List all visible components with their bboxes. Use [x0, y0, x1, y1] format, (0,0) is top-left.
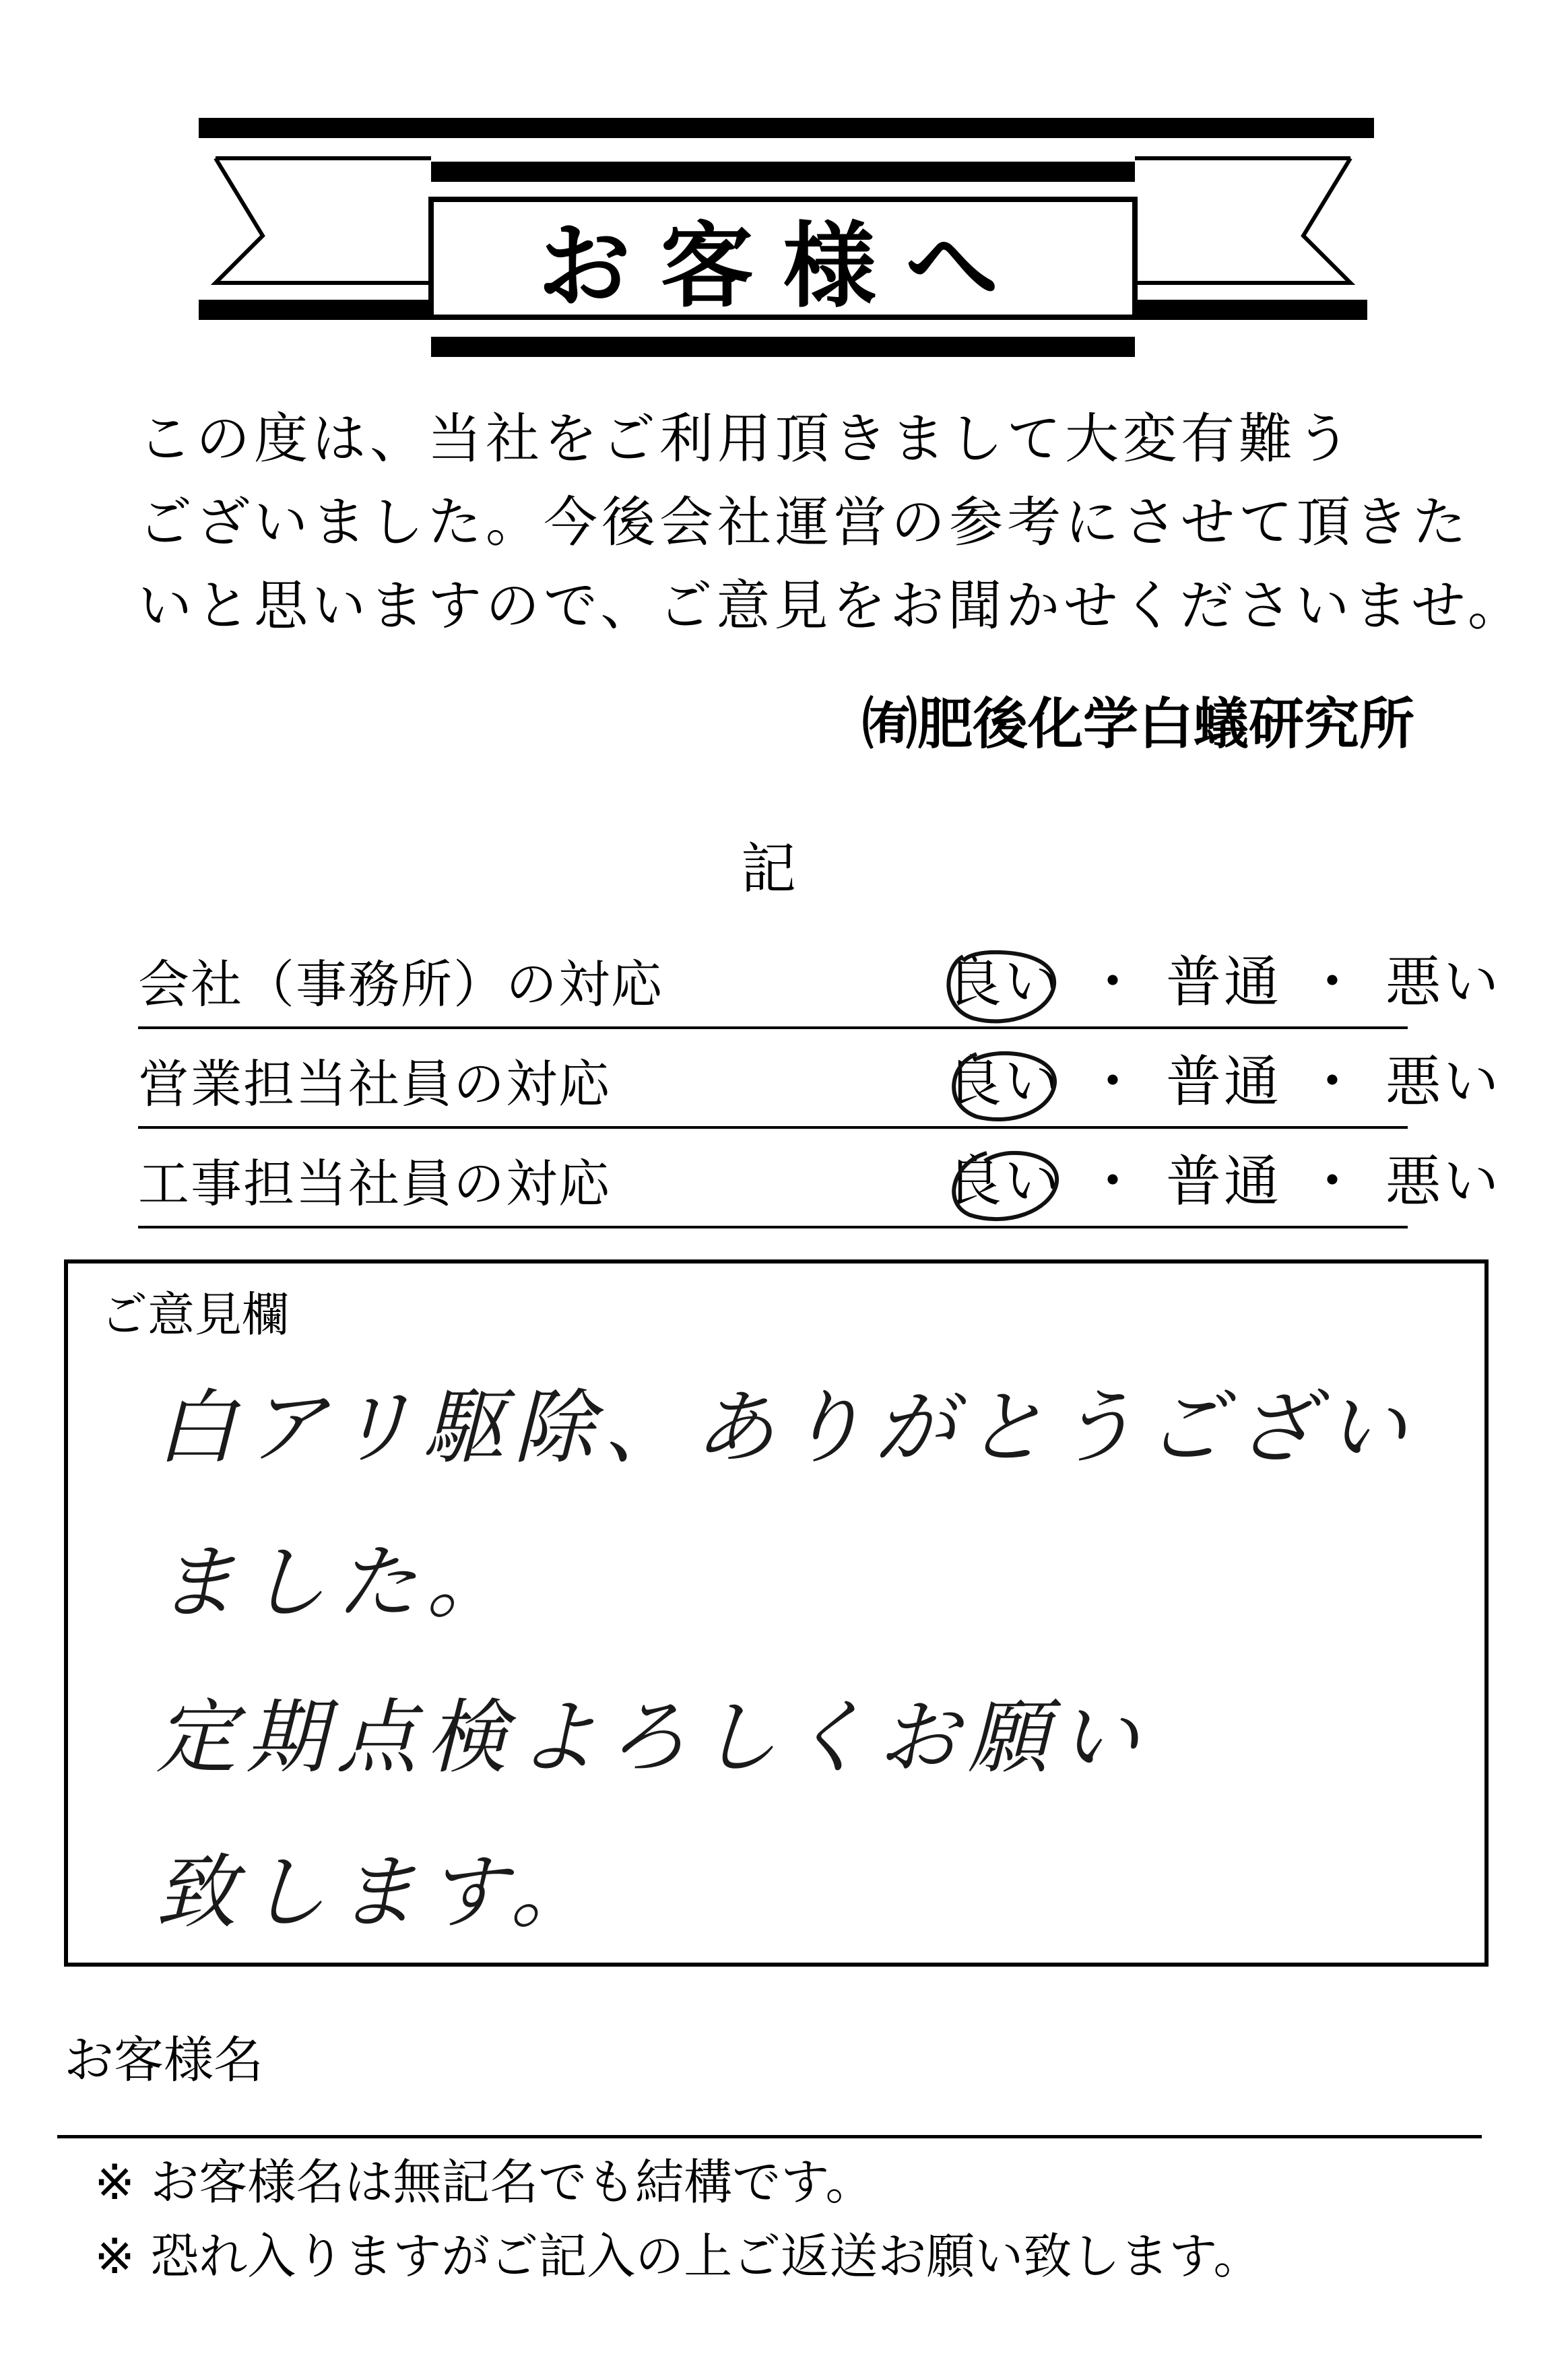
comment-line: ました。: [156, 1536, 517, 1630]
page-title: お客様へ: [537, 210, 1028, 321]
note-line: ※ 恐れ入りますがご記入の上ご返送お願い致します。: [94, 2228, 1262, 2285]
option-good[interactable]: 良い: [946, 1150, 1063, 1214]
option-bad[interactable]: 悪い: [1385, 950, 1502, 1014]
intro-line: いと思いますので、ご意見をお聞かせくださいませ。: [138, 574, 1526, 637]
option-good[interactable]: 良い: [946, 1050, 1063, 1114]
separator: ・: [1305, 1050, 1363, 1114]
separator: ・: [1305, 1150, 1363, 1214]
separator: ・: [1085, 950, 1144, 1014]
intro-message: [138, 397, 1526, 648]
option-normal[interactable]: 普通: [1166, 1150, 1282, 1214]
option-normal[interactable]: 普通: [1166, 1050, 1282, 1114]
comment-box[interactable]: [64, 1259, 1489, 1967]
comment-line: 致します。: [156, 1846, 601, 1940]
comment-line: 白アリ駆除、ありがとうござい: [156, 1381, 1416, 1475]
rating-row-construction: [138, 1129, 1502, 1228]
rating-row-office: [138, 929, 1502, 1029]
separator: ・: [1305, 950, 1363, 1014]
separator: ・: [1085, 1150, 1144, 1214]
comment-label: ご意見欄: [100, 1287, 289, 1342]
option-bad[interactable]: 悪い: [1385, 1050, 1502, 1114]
rating-row-sales: [138, 1029, 1502, 1129]
hand-drawn-circle-icon: [936, 944, 1071, 1030]
record-heading: 記: [741, 837, 797, 901]
rating-label: 工事担当社員の対応: [138, 1154, 611, 1214]
intro-line: この度は、当社をご利用頂きまして大変有難う: [138, 407, 1354, 470]
rating-label: 営業担当社員の対応: [138, 1054, 611, 1114]
handwritten-comment: [156, 1351, 1435, 1971]
comment-line: 定期点検よろしくお願い: [156, 1691, 1148, 1785]
option-bad[interactable]: 悪い: [1385, 1150, 1502, 1214]
intro-line: ございました。今後会社運営の参考にさせて頂きた: [138, 491, 1470, 554]
rating-label: 会社（事務所）の対応: [138, 954, 663, 1014]
hand-drawn-circle-icon: [936, 1044, 1071, 1130]
footer-notes: [94, 2145, 1262, 2293]
separator: ・: [1085, 1050, 1144, 1114]
customer-name-field[interactable]: [57, 2135, 1482, 2138]
option-normal[interactable]: 普通: [1166, 950, 1282, 1014]
customer-name-label: お客様名: [64, 2031, 263, 2089]
option-good[interactable]: 良い: [946, 950, 1063, 1014]
company-name: ㈲肥後化学白蟻研究所: [861, 692, 1414, 756]
note-line: ※ お客様名は無記名でも結構です。: [94, 2154, 874, 2210]
hand-drawn-circle-icon: [936, 1144, 1071, 1230]
